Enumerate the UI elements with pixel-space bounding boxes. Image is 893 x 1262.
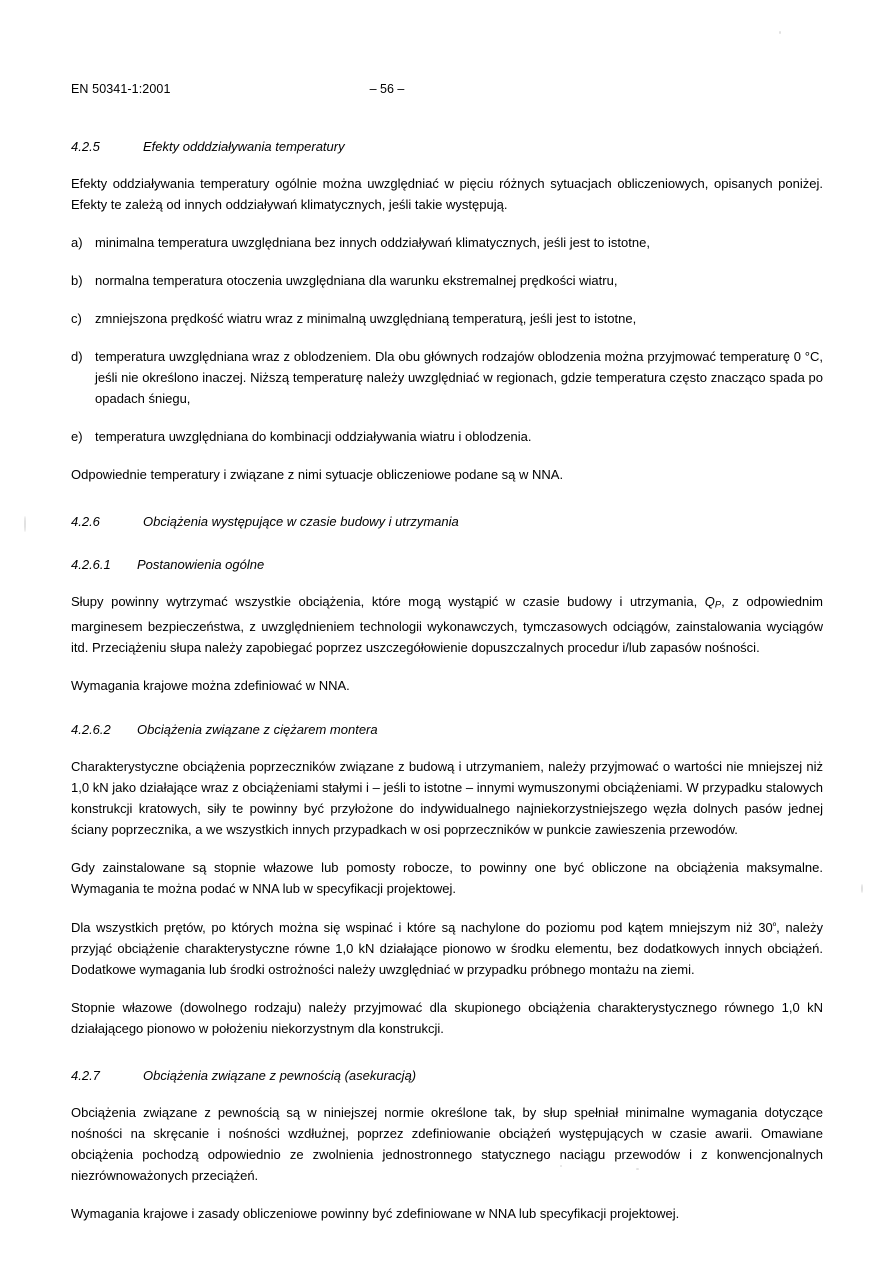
heading-title: Postanowienia ogólne [137,557,265,572]
paragraph-text-before-symbol: Słupy powinny wytrzymać wszystkie obciążenia, które mogą wystąpić w czasie budowy i utrzymania, [71,594,705,609]
paragraph-4-2-7-second: Wymagania krajowe i zasady obliczeniowe powinny być zdefiniowane w NNA lub specyfikacji projektowej. [71,1205,680,1221]
scan-speckle [24,516,26,532]
symbol-base: Q [704,594,715,609]
page-number: – 56 – [369,82,405,96]
list-marker: b) [71,273,83,288]
paragraph-4-2-5-intro: Efekty oddziaływania temperatury ogólnie można uwzględniać w pięciu różnych sytuacjach obliczeniowych, opisanych poniżej. Efekty te zależą od innych oddziaływań klimatycznych, jeśli takie występują. [71,176,823,212]
page-content [71,0,823,1224]
heading-number: 4.2.6.1 [71,557,111,572]
list-item [71,308,823,329]
list-marker: c) [71,311,82,326]
paragraph-text-after-degree: , należy przyjąć obciążenie charakterystyczne równe 1,0 kN działające pionowo w środku elementu, bez dodatkowych innych obciążeń. Dodatkowe wymagania lub środki ostrożności należy uwzględniać w przypadku próbnego montażu na ziemi. [71,919,823,977]
heading-4-2-6 [71,512,823,531]
heading-4-2-5 [71,137,823,156]
list-item-text: minimalna temperatura uwzględniana bez innych oddziaływań klimatycznych, jeśli jest to istotne, [95,235,650,250]
scan-speckle [861,884,863,893]
paragraph-4-2-6-2-third [71,916,823,980]
paragraph-4-2-7-first: Obciążenia związane z pewnością są w niniejszej normie określone tak, by słup spełniał minimalne wymagania dotyczące nośności na skręcanie i nośności wzdłużnej, poprzez zdefiniowanie obciążeń występujących w czasie awarii. Omawiane obciążenia pochodzą odpowiednio ze zwolnienia jednostronnego statycznego naciągu przewodów i z konwencjonalnych niezrównoważonych przeciążeń. [71,1104,823,1183]
paragraph-4-2-6-2-second: Gdy zainstalowane są stopnie włazowe lub pomosty robocze, to powinny one być obliczone na obciążenia maksymalne. Wymagania te można podać w NNA lub w specyfikacji projektowej. [71,859,823,896]
list-4-2-5 [71,232,823,447]
list-item-text: temperatura uwzględniana wraz z oblodzeniem. Dla obu głównych rodzajów oblodzenia można przyjmować temperaturę 0 °C, jeśli nie określono inaczej. Niższą temperaturę należy uwzględniać w regionach, gdzie temperatura często znacząco spada po opadach śniegu, [95,349,823,406]
list-item [71,232,823,253]
paragraph-4-2-6-2-first: Charakterystyczne obciążenia poprzeczników związane z budową i utrzymaniem, należy przyjmować o wartości nie mniejszej niż 1,0 kN jako działające wraz z obciążeniami stałymi i – jeśli to istotne – innymi wymuszonymi obciążeniami. W przypadku stalowych konstrukcji kratowych, siły te powinny być przyłożone do indywidualnego najniekorzystniejszego węzła dolnych pasów jednej ściany poprzecznika, a we wszystkich innych przypadkach w osi poprzeczników w punkcie zawieszenia przewodów. [71,758,823,837]
list-marker: e) [71,429,83,444]
list-marker: d) [71,349,83,364]
standard-identifier: EN 50341-1:2001 [71,82,171,96]
heading-4-2-6-1 [71,555,823,574]
list-item [71,346,823,409]
heading-title: Efekty odddziaływania temperatury [143,139,345,154]
list-item [71,270,823,291]
paragraph-text-after-symbol: , z odpowiednim marginesem bezpieczeństwa, z uwzględnieniem technologii wykonawczych, tymczasowych odciągów, zainstalowania wyciągów itd. Przeciążeniu słupa należy zapobiegać poprzez uszczegółowienie dopuszczalnych procedur i/lub zapasów nośności. [71,594,823,655]
list-item-text: zmniejszona prędkość wiatru wraz z minimalną uwzględnianą temperaturą, jeśli jest to istotne, [95,311,637,326]
heading-title: Obciążenia związane z pewnością (asekuracją) [143,1067,417,1083]
paragraph-4-2-6-2-fourth: Stopnie włazowe (dowolnego rodzaju) należy przyjmować dla skupionego obciążenia charakterystycznego równego 1,0 kN działającego pionowo w położeniu niekorzystnym dla konstrukcji. [71,999,823,1036]
running-head [71,82,823,110]
paragraph-4-2-6-1-first [71,591,823,658]
heading-title: Obciążenia występujące w czasie budowy i utrzymania [143,514,459,529]
list-item-text: temperatura uwzględniana do kombinacji oddziaływania wiatru i oblodzenia. [95,429,532,444]
heading-title: Obciążenia związane z ciężarem montera [137,721,378,737]
symbol-construction-load [705,594,721,609]
paragraph-4-2-5-closing: Odpowiednie temperatury i związane z nimi sytuacje obliczeniowe podane są w NNA. [71,467,564,482]
paragraph-4-2-6-1-second: Wymagania krajowe można zdefiniować w NNA. [71,677,350,693]
list-item-text: normalna temperatura otoczenia uwzględniana dla warunku ekstremalnej prędkości wiatru, [95,273,618,288]
heading-number: 4.2.6 [71,514,100,529]
list-item [71,426,823,447]
degree-symbol: º [772,920,777,931]
heading-number: 4.2.5 [71,139,100,154]
paragraph-text-before-degree: Dla wszystkich prętów, po których można się wspinać i które są nachylone do poziomu pod kątem mniejszym niż 30 [71,919,773,935]
list-marker: a) [71,235,83,250]
heading-number: 4.2.7 [71,1067,100,1083]
heading-4-2-6-2 [71,720,823,739]
symbol-subscript: P [714,599,722,610]
heading-4-2-7 [71,1066,823,1085]
heading-number: 4.2.6.2 [71,721,111,737]
